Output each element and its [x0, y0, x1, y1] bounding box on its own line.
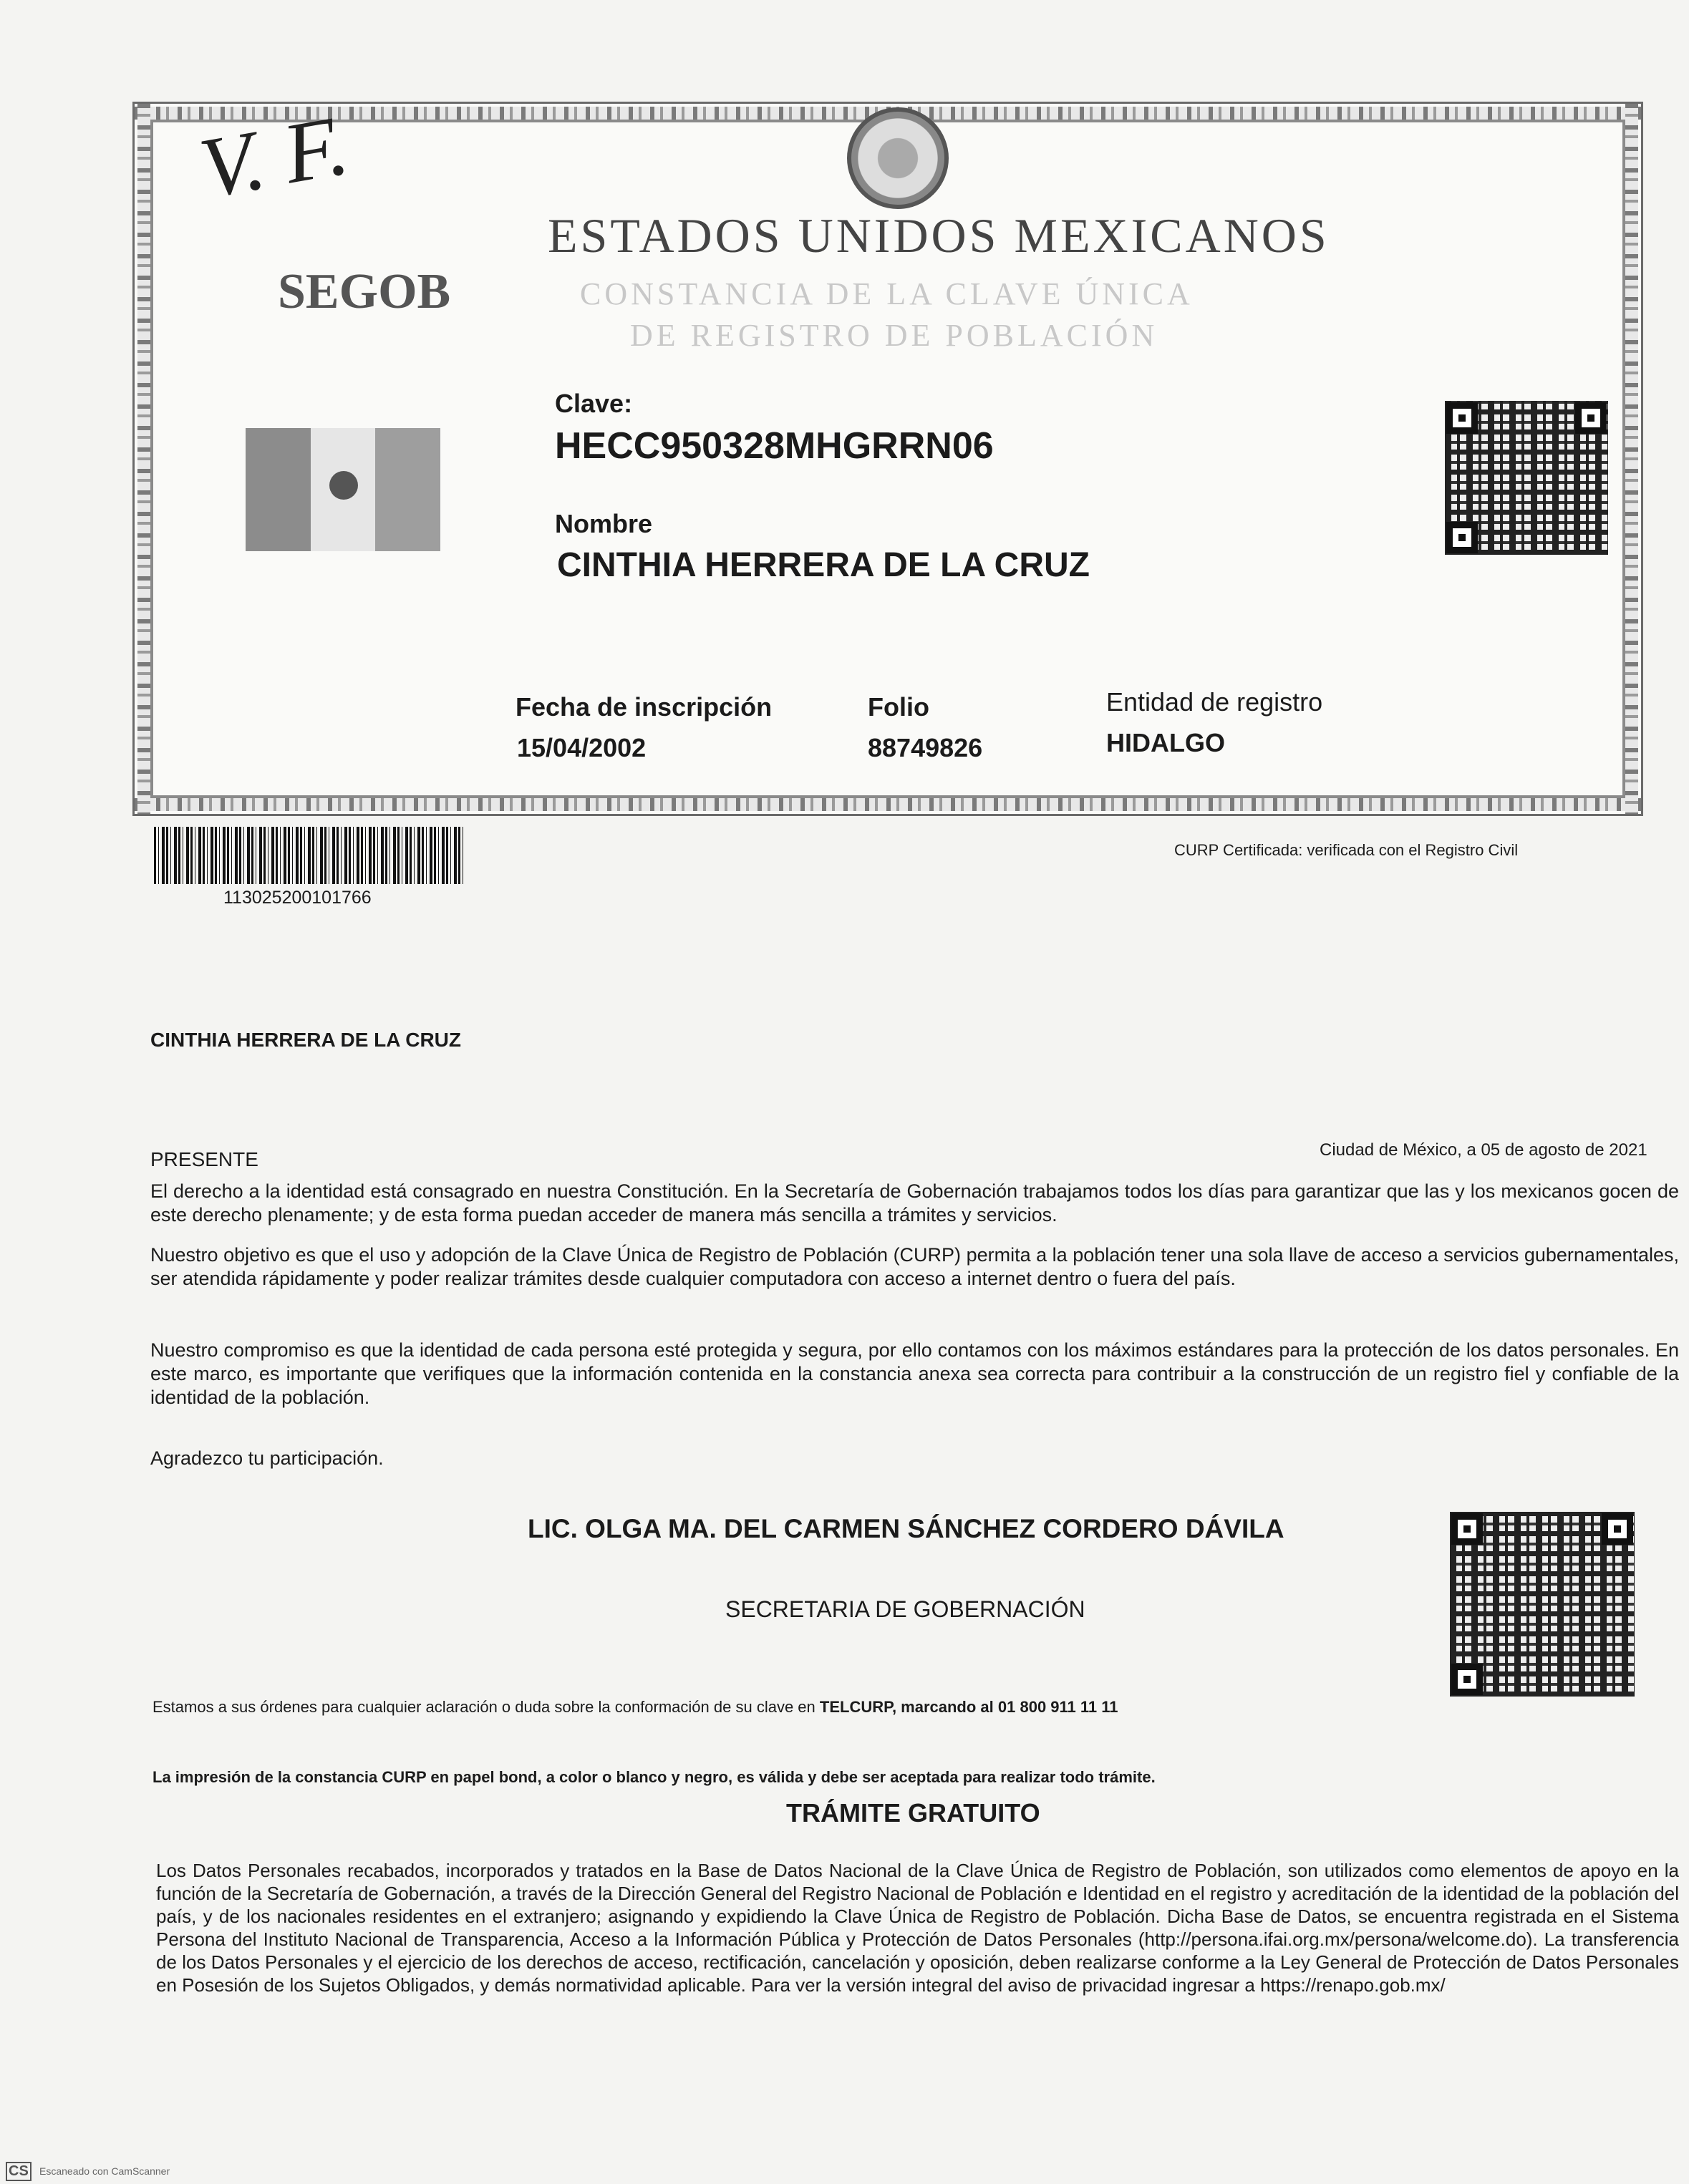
scanner-watermark: Escaneado con CamScanner	[39, 2165, 170, 2177]
mexican-flag-image	[246, 428, 440, 551]
agency-name: SEGOB	[278, 264, 451, 319]
barcode	[154, 827, 465, 884]
nombre-label: Nombre	[555, 509, 653, 538]
signer-title: SECRETARIA DE GOBERNACIÓN	[725, 1596, 1085, 1622]
folio-value: 88749826	[868, 733, 983, 762]
left-ornament-border	[137, 104, 150, 814]
letter-thanks: Agradezco tu participación.	[150, 1447, 384, 1469]
privacy-notice: Los Datos Personales recabados, incorporados y tratados en la Base de Datos Nacional de la Clave Única de Registro de Población, son utilizados como elementos de apoyo en la función de la Secretaría de Gobernación, a través de la Dirección General del Registro Nacional de Población e Identidad en el registro y acreditación de la identidad de la población del país, y de los nacionales residentes en el extranjero; asignando y expidiendo la Clave Única de Registro de Población. Dicha Base de Datos, se encuentra registrada en el Sistema Persona del Instituto Nacional de Transparencia, Acceso a la Información Pública y Protección de Datos Personales (http://persona.ifai.org.mx/persona/welcome.do). La transferencia de los Datos Personales y el ejercicio de los derechos de acceso, rectificación, cancelación y oposición, deben realizarse conforme a la Ley General de Protección de Datos Personales en Posesión de los Sujetos Obligados, y demás normatividad aplicable. Para ver la versión integral del aviso de privacidad ingresar a https://renapo.gob.mx/	[156, 1860, 1679, 1996]
coat-of-arms-seal	[847, 107, 949, 209]
clave-value: HECC950328MHGRRN06	[555, 425, 994, 467]
contact-prefix: Estamos a sus órdenes para cualquier aclaración o duda sobre la conformación de su clave en	[153, 1698, 816, 1716]
entidad-value: HIDALGO	[1106, 728, 1225, 757]
nombre-value: CINTHIA HERRERA DE LA CRUZ	[557, 546, 1090, 584]
handwritten-mark: V. F.	[193, 97, 355, 216]
signer-name: LIC. OLGA MA. DEL CARMEN SÁNCHEZ CORDERO DÁVILA	[528, 1514, 1284, 1543]
letter-paragraph-1: El derecho a la identidad está consagrado en nuestra Constitución. En la Secretaría de Gobernación trabajamos todos los días para garantizar que las y los mexicanos gocen de este derecho plenamente; y de esta forma puedan acceder de manera más sencilla a trámites y servicios.	[150, 1180, 1679, 1226]
bottom-ornament-border	[135, 798, 1641, 811]
country-title: ESTADOS UNIDOS MEXICANOS	[548, 208, 1330, 263]
free-procedure-title: TRÁMITE GRATUITO	[786, 1798, 1040, 1828]
letter-presente: PRESENTE	[150, 1148, 258, 1170]
signature-qr-code	[1450, 1512, 1635, 1697]
letter-paragraph-2: Nuestro objetivo es que el uso y adopción de la Clave Única de Registro de Población (CURP) permita a la población tener una sola llave de acceso a servicios gubernamentales, ser atendida rápidamente y poder realizar trámites desde cualquier computadora con acceso a internet dentro o fuera del país.	[150, 1244, 1679, 1289]
letter-paragraph-3: Nuestro compromiso es que la identidad de cada persona esté protegida y segura, por ello contamos con los máximos estándares para la protección de los datos personales. En este marco, es importante que verifiques que la información contenida en la constancia anexa sea correcta para contribuir a la construcción de un registro fiel y confiable de la identidad de la población.	[150, 1339, 1679, 1408]
certificate-qr-code	[1445, 401, 1608, 555]
letter-place-date: Ciudad de México, a 05 de agosto de 2021	[1320, 1140, 1647, 1160]
folio-label: Folio	[868, 692, 929, 722]
print-validity-note: La impresión de la constancia CURP en papel bond, a color o blanco y negro, es válida y debe ser aceptada para realizar todo trámite.	[153, 1768, 1156, 1786]
certificate-subtitle-line2: DE REGISTRO DE POBLACIÓN	[630, 318, 1158, 353]
entidad-label: Entidad de registro	[1106, 687, 1323, 717]
contact-line	[153, 1698, 1118, 1717]
certificate-subtitle-line1: CONSTANCIA DE LA CLAVE ÚNICA	[580, 276, 1194, 311]
barcode-number: 113025200101766	[223, 888, 372, 908]
scanner-badge: CS	[6, 2162, 32, 2181]
fecha-label: Fecha de inscripción	[516, 692, 773, 722]
letter-addressee: CINTHIA HERRERA DE LA CRUZ	[150, 1029, 461, 1051]
contact-telcurp: TELCURP, marcando al 01 800 911 11 11	[819, 1698, 1118, 1716]
fecha-value: 15/04/2002	[517, 733, 647, 762]
clave-label: Clave:	[555, 389, 633, 418]
flag-emblem-icon	[329, 471, 358, 500]
right-ornament-border	[1625, 104, 1638, 814]
certified-note: CURP Certificada: verificada con el Registro Civil	[1174, 841, 1519, 859]
